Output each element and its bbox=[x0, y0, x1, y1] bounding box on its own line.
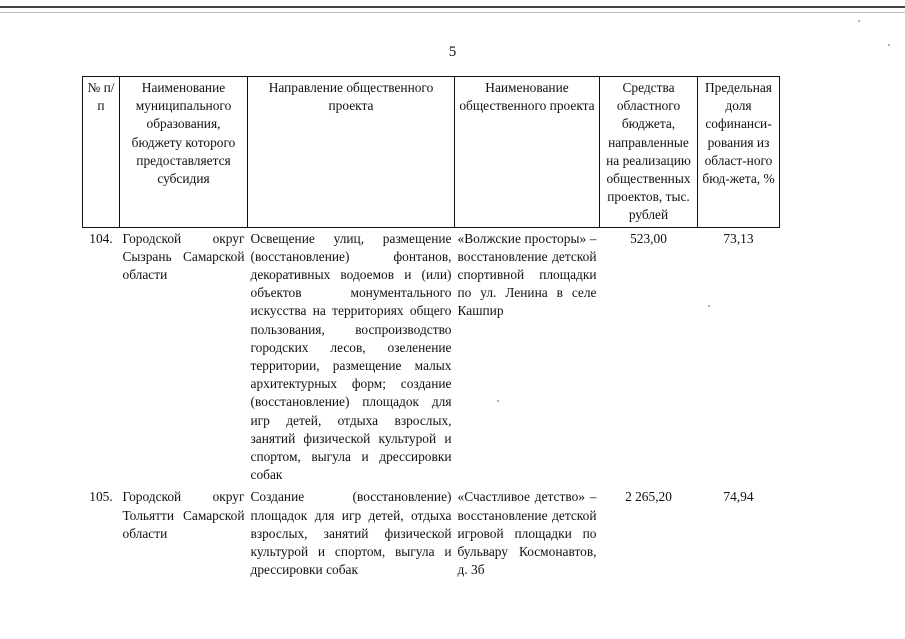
top-border-line-secondary bbox=[0, 12, 905, 13]
scan-speck bbox=[888, 44, 890, 46]
top-border-line bbox=[0, 6, 905, 8]
table-row bbox=[83, 486, 780, 581]
header-funds: Средства областного бюджета, направленные на реализацию общественных проектов, тыс. рублей bbox=[600, 77, 698, 228]
row-municipality: Городской округ Тольятти Самарской области bbox=[122, 489, 245, 541]
table-row bbox=[83, 227, 780, 486]
row-share: 74,94 bbox=[723, 489, 754, 505]
row-direction: Освещение улиц, размещение (восстановление) фонтанов, декоративных водоемов и (или) объектов монументального искусства на территориях общего пользования, воспроизводство городских лесов, озеленение территории, размещение малых архитектурных форм; создание (восстановление) площадок для игр детей, отдыха взрослых, занятий физической культурой и спортом, выгула и дрессировки собак bbox=[250, 230, 452, 483]
table-header-row bbox=[83, 77, 780, 228]
row-funds: 2 265,20 bbox=[625, 489, 672, 505]
scan-speck bbox=[497, 400, 499, 402]
row-municipality: Городской округ Сызрань Самарской области bbox=[122, 230, 245, 283]
row-number: 105. bbox=[89, 489, 113, 505]
header-number: № п/п bbox=[83, 77, 120, 228]
header-share: Предельная доля софинанси-рования из област-ного бюд-жета, % bbox=[698, 77, 780, 228]
scan-speck bbox=[708, 305, 710, 307]
page-number: 5 bbox=[448, 44, 457, 60]
row-direction: Создание (восстановление) площадок для игр детей, отдыха взрослых, занятий физической культурой и спортом, выгула и дрессировки собак bbox=[250, 489, 452, 578]
row-project: «Волжские просторы» – восстановление детской спортивной площадки по ул. Ленина в селе Кашпир bbox=[457, 230, 597, 319]
header-municipality: Наименование муниципального образования, бюджету которого предоставляется субсидия bbox=[120, 77, 248, 228]
row-funds: 523,00 bbox=[630, 230, 667, 246]
row-project: «Счастливое детство» – восстановление детской игровой площадки по бульвару Космонавтов, д. 3б bbox=[457, 489, 597, 578]
header-direction: Направление общественного проекта bbox=[248, 77, 455, 228]
row-share: 73,13 bbox=[723, 230, 754, 246]
subsidy-table bbox=[82, 76, 780, 581]
header-project-name: Наименование общественного проекта bbox=[455, 77, 600, 228]
scan-speck bbox=[858, 20, 860, 22]
row-number: 104. bbox=[89, 230, 113, 246]
